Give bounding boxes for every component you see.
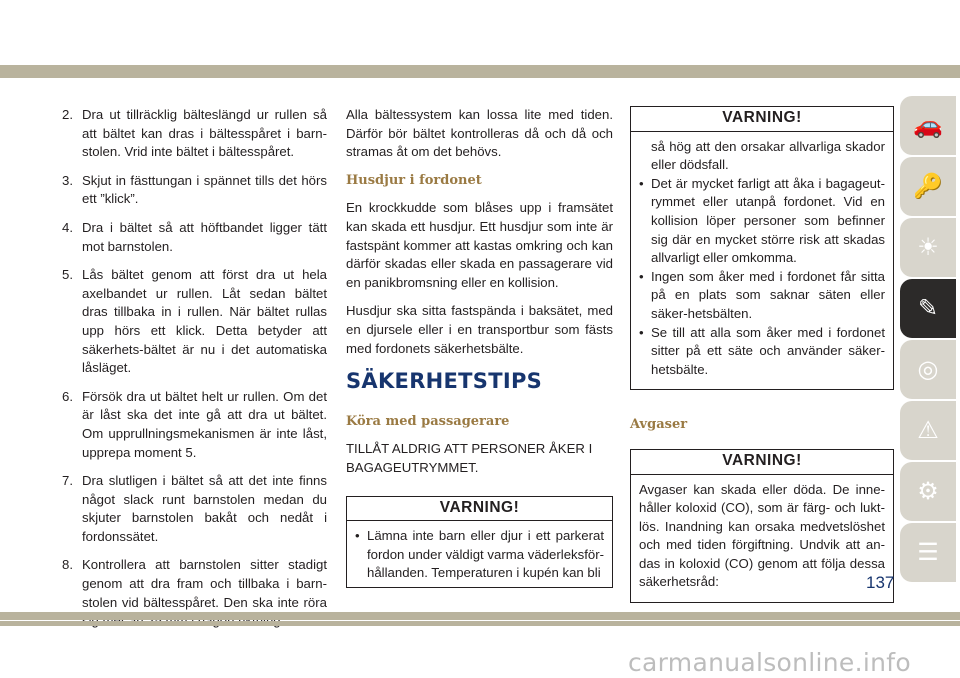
belt-intro-paragraph: Alla bältessystem kan lossa lite med tiden. Därför bör bältet kontrolleras då och då och stramas åt om det behövs. bbox=[346, 107, 613, 160]
pets-heading: Husdjur i fordonet bbox=[346, 172, 482, 188]
header-rule bbox=[0, 65, 960, 78]
car-info-icon[interactable]: 🚗 bbox=[900, 96, 956, 155]
warning-bullet: • Ingen som åker med i fordonet får sitta på en plats som saknar säten eller säker-hetsbälten. bbox=[639, 268, 885, 324]
footer-rule bbox=[0, 612, 960, 620]
footer-rule-2 bbox=[0, 621, 960, 626]
step-item: 2. Dra ut tillräcklig bälteslängd ur rullen så att bältet kan dras i bältesspåret i barn-stolen. Vrid inte bältet i bältesspåret. bbox=[62, 107, 327, 160]
step-item: 6. Försök dra ut bältet helt ur rullen. Om det är låst ska det inte gå att dra ut bältet. Om upprullningsmekanismen är inte låst, upprepa moment 5. bbox=[62, 388, 327, 460]
warning-bullet: • Det är mycket farligt att åka i bagageut-rymmet eller utanpå fordonet. Vid en kollision löper personer som befinner sig där en mycket större risk att skadas allvarligt eller omkomma. bbox=[639, 175, 885, 268]
column-3 bbox=[630, 106, 894, 603]
warning-continuation: så hög att den orsakar allvarliga skador eller dödsfall. bbox=[651, 138, 885, 173]
page-number: 137 bbox=[866, 573, 895, 592]
seatbelt-airbag-icon[interactable]: ✎ bbox=[900, 279, 956, 338]
steering-wheel-icon[interactable]: ◎ bbox=[900, 340, 956, 399]
step-item: 8. Kontrollera att barnstolen sitter stadigt genom att dra fram och tillbaka i barn-stolen vid bältesspåret. Den ska inte röra bbox=[62, 557, 327, 610]
chapter-tabs bbox=[900, 96, 960, 584]
service-wrench-icon[interactable]: ⚙ bbox=[900, 462, 956, 521]
installation-steps bbox=[62, 106, 327, 631]
pets-paragraph-2: Husdjur ska sitta fastspända i baksätet, med en djursele eller i en transportbur som fästs med fordonets säkerhetsbälte. bbox=[346, 303, 613, 356]
warning-title: VARNING! bbox=[631, 107, 893, 132]
passengers-paragraph: TILLÅT ALDRIG ATT PERSONER ÅKER I BAGAGEUTRYMMET. bbox=[346, 441, 593, 475]
warning-title: VARNING! bbox=[347, 497, 612, 522]
specifications-list-icon[interactable]: ☰ bbox=[900, 523, 956, 582]
step-item: 3. Skjut in fästtungan i spännet tills det hörs ett ”klick”. bbox=[62, 172, 327, 207]
pets-paragraph-1: En krockkudde som blåses upp i framsätet kan skada ett husdjur. Ett husdjur som inte är fastspänt kommer att kastas omkring och kan därför skadas eller skada en passagerare vid en panikbromsning eller en kollision. bbox=[346, 200, 613, 290]
column-2 bbox=[346, 106, 613, 588]
warning-bullet: • Se till att alla som åker med i fordonet sitter på ett säte och använder säker-hetsbälte. bbox=[639, 324, 885, 380]
car-key-icon[interactable]: 🔑 bbox=[900, 157, 956, 216]
watermark: carmanualsonline.info bbox=[628, 648, 911, 677]
section-title: SÄKERHETSTIPS bbox=[346, 369, 543, 394]
warning-lights-icon[interactable]: ☀ bbox=[900, 218, 956, 277]
warning-title: VARNING! bbox=[631, 450, 893, 475]
warning-list bbox=[355, 527, 604, 583]
column-1 bbox=[62, 106, 327, 641]
passengers-heading: Köra med passagerare bbox=[346, 413, 510, 429]
step-item: 7. Dra slutligen i bältet så att det inte finns något slack runt barnstolen medan du skjuter barnstolen bakåt och nedåt i fordonssätet. bbox=[62, 473, 327, 544]
warning-body bbox=[631, 475, 893, 603]
warning-box-exhaust bbox=[630, 449, 894, 603]
warning-body bbox=[347, 521, 612, 587]
warning-bullet: • Lämna inte barn eller djur i ett parkerat fordon under väldigt varma väderleksför-hållanden. Temperaturen i kupén kan bli bbox=[355, 527, 604, 583]
exhaust-heading: Avgaser bbox=[630, 417, 688, 433]
warning-list bbox=[639, 175, 885, 380]
warning-box-continued bbox=[630, 106, 894, 390]
warning-body bbox=[631, 132, 893, 390]
exhaust-warning-text: Avgaser kan skada eller döda. De inne-håller koloxid (CO), som är färg- och lukt-lös. Inandning kan orsaka medvetslöshet och med tiden förgiftning. Undvik att an-das in koloxid (CO) genom att följa dessa säkerhetsråd: bbox=[639, 481, 885, 590]
step-item: 5. Lås bältet genom att först dra ut hela axelbandet ur rullen. Låt sedan bältet dras tillbaka in i rullen. När bältet rullas upp hörs ett klick. Detta betyder att säkerhets-bältet är nu i det automatiska låsläget. bbox=[62, 267, 327, 376]
warning-box-children bbox=[346, 496, 613, 588]
hazard-triangle-icon[interactable]: ⚠ bbox=[900, 401, 956, 460]
step-item: 4. Dra i bältet så att höftbandet ligger tätt mot barnstolen. bbox=[62, 219, 327, 254]
